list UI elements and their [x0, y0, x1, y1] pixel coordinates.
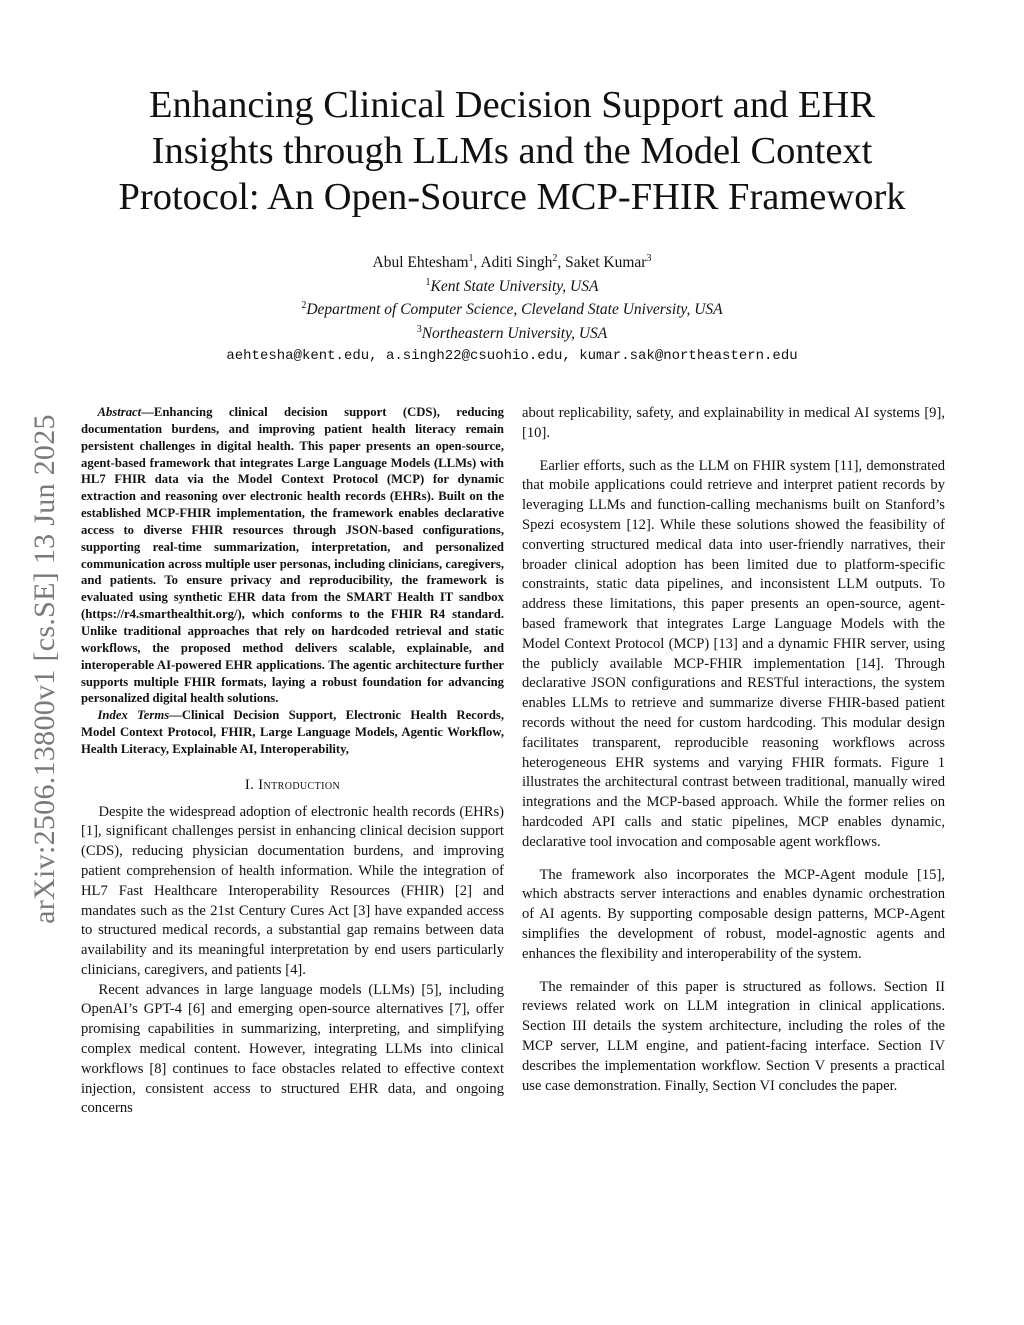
index-terms-text: —Clinical Decision Support, Electronic Health Records, Model Context Protocol, FHIR, Large Language Models, Agentic Workflow, Health Literacy, Explainable AI, Interoperability,: [81, 708, 504, 756]
affiliation-marker: 1: [425, 276, 431, 288]
body-paragraph: Earlier efforts, such as the LLM on FHIR system [11], demonstrated that mobile applications could retrieve and interpret patient records by leveraging LLMs and function-calling mechanisms built on Stanford’s Spezi ecosystem [12]. While these solutions showed the feasibility of converting structured medical data into user-friendly narratives, their broader clinical adoption has been limited due to platform-specific constraints, static data pipelines, and inconsistent LLM outputs. To address these limitations, this paper presents an open-source, agent-based framework that integrates Large Language Models with the Model Context Protocol (MCP) [13] and a dynamic FHIR server, using the publicly available MCP-FHIR implementation [14]. Through declarative JSON configurations and RESTful interactions, the system enables LLMs to retrieve and summarize diverse FHIR-based patient records without the need for custom hardcoding. This modular design facilitates transparent, reproducible reasoning workflows across heterogeneous EHR systems and varying FHIR formats. Figure 1 illustrates the architectural contrast between traditional, manually wired integrations and the MCP-based approach. While the former relies on hardcoded API calls and static pipelines, MCP enables dynamic, declarative tool invocation and composable agent workflows.: [522, 457, 945, 850]
index-terms-label: Index Terms: [97, 708, 170, 723]
author-block: [70, 249, 954, 366]
author-list: [70, 249, 954, 273]
author-separator: ,: [557, 254, 566, 272]
abstract-text: —Enhancing clinical decision support (CDS), reducing documentation burdens, and improving patient health literacy remain persistent challenges in digital health. This paper presents an open-source, agent-based framework that integrates Large Language Models (LLMs) with HL7 FHIR data via the Model Context Protocol (MCP) for dynamic extraction and reasoning over electronic health records (EHRs). Built on the established MCP-FHIR implementation, the framework enables declarative access to diverse FHIR resources through JSON-based configurations, supporting real-time summarization, interpretation, and personalized communication across multiple user personas, including clinicians, caregivers, and patients. To ensure privacy and reproducibility, the framework is evaluated using synthetic EHR data from the SMART Health IT sandbox (https://r4.smarthealthit.org/), which conforms to the FHIR R4 standard. Unlike traditional approaches that rely on hardcoded retrieval and static workflows, the proposed method delivers scalable, explainable, and interoperable AI-powered EHR applications. The agentic architecture further supports multiple FHIR formats, laying a robust foundation for advancing personalized digital health solutions.: [81, 405, 504, 706]
affiliation-text: Kent State University, USA: [430, 277, 599, 295]
right-column: [522, 404, 945, 1109]
author-emails: aehtesha@kent.edu, a.singh22@csuohio.edu, kumar.sak@northeastern.edu: [226, 347, 798, 364]
affiliation-marker: 2: [301, 300, 307, 312]
title-line: Protocol: An Open-Source MCP-FHIR Framework: [118, 176, 906, 218]
body-paragraph: Despite the widespread adoption of electronic health records (EHRs) [1], significant challenges persist in enhancing clinical decision support (CDS), reducing physician documentation burdens, and improving patient comprehension of health information. While the integration of HL7 Fast Healthcare Interoperability Resources (FHIR) [2] and mandates such as the 21st Century Cures Act [3] have expanded access to structured medical records, a substantial gap remains between data availability and its meaningful interpretation by end users particularly clinicians, caregivers, and patients [4].: [81, 803, 504, 978]
abstract: [81, 404, 504, 707]
author-name: Abul Ehtesham: [372, 254, 469, 272]
index-terms: [81, 707, 504, 758]
affiliation-marker: 3: [416, 323, 422, 335]
abstract-label: Abstract: [97, 405, 142, 419]
author-name: Saket Kumar: [565, 254, 647, 272]
left-column: [81, 404, 504, 1119]
arxiv-identifier: arXiv:2506.13800v1 [cs.SE] 13 Jun 2025: [28, 414, 61, 924]
affiliation-text: Northeastern University, USA: [421, 325, 608, 343]
title-line: Insights through LLMs and the Model Context: [151, 130, 873, 172]
paper-title: [70, 82, 954, 220]
author-name: Aditi Singh: [480, 254, 553, 272]
affiliation: [70, 296, 954, 320]
title-line: Enhancing Clinical Decision Support and EHR: [148, 84, 876, 126]
body-paragraph: The framework also incorporates the MCP-Agent module [15], which abstracts server interactions and enables dynamic orchestration of AI agents. By supporting composable design patterns, MCP-Agent simplifies the development of robust, model-agnostic agents and enhances the flexibility and interoperability of the system.: [522, 866, 945, 962]
body-paragraph: about replicability, safety, and explainability in medical AI systems [9], [10].: [522, 405, 945, 441]
section-heading: I. Introduction: [244, 776, 341, 793]
affiliation: [70, 273, 954, 297]
affiliation: [70, 320, 954, 344]
affiliation-marker: 2: [552, 253, 558, 264]
body-paragraph: The remainder of this paper is structured as follows. Section II reviews related work on LLM integration in clinical applications. Section III details the system architecture, including the roles of the MCP server, LLM engine, and patient-facing interface. Section IV describes the implementation workflow. Section V presents a practical use case demonstration. Finally, Section VI concludes the paper.: [522, 978, 945, 1094]
affiliation-marker: 1: [468, 253, 474, 264]
affiliation-text: Department of Computer Science, Cleveland State University, USA: [306, 301, 723, 319]
body-paragraph: Recent advances in large language models (LLMs) [5], including OpenAI’s GPT-4 [6] and emerging open-source alternatives [7], offer promising capabilities in summarizing, interpreting, and simplifying complex medical content. However, integrating LLMs into clinical workflows [8] continues to face obstacles related to effective context injection, consistent access to structured EHR data, and ongoing concerns: [81, 981, 504, 1117]
author-separator: ,: [473, 254, 481, 272]
affiliation-marker: 3: [646, 253, 652, 264]
